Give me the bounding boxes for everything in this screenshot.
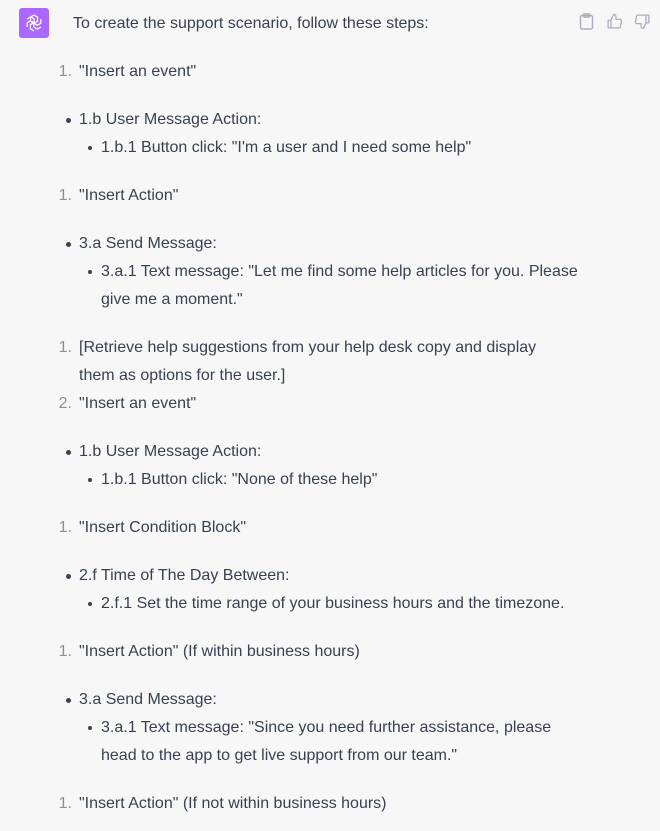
sub-bullet-text-continued: head to the app to get live support from our team." <box>101 747 458 764</box>
bullet-text: 2.f Time of The Day Between: <box>79 567 290 584</box>
step-text: "Insert Action" <box>79 187 179 204</box>
list-number: 1. <box>58 187 72 204</box>
sub-bullet-marker <box>88 478 92 482</box>
sub-bullet-text: 3.a.1 Text message: "Since you need further assistance, please <box>101 719 552 736</box>
sub-bullet-text: 1.b.1 Button click: "None of these help" <box>101 471 378 488</box>
list-number: 1. <box>58 63 72 80</box>
step-text: "Insert an event" <box>79 63 197 80</box>
sub-bullet-text: 2.f.1 Set the time range of your business hours and the timezone. <box>101 595 565 612</box>
sub-bullet-text-continued: give me a moment." <box>101 291 243 308</box>
copy-button[interactable] <box>577 12 595 30</box>
list-number: 1. <box>58 519 72 536</box>
sub-bullet-marker <box>88 146 92 150</box>
step-text: "Insert Action" (If not within business hours) <box>79 795 387 812</box>
thumbs-down-button[interactable] <box>633 12 651 30</box>
thumbs-up-icon <box>606 13 623 30</box>
sub-bullet-marker <box>88 726 92 730</box>
step-text: "Insert an event" <box>79 395 197 412</box>
bullet-text: 3.a Send Message: <box>79 235 217 252</box>
message-actions <box>577 12 651 30</box>
sub-bullet-text: 1.b.1 Button click: "I'm a user and I need some help" <box>101 139 472 156</box>
step-text: "Insert Action" (If within business hours) <box>79 643 360 660</box>
bullet-marker <box>66 574 71 579</box>
list-number: 1. <box>58 643 72 660</box>
thumbs-up-button[interactable] <box>605 12 623 30</box>
clipboard-icon <box>579 13 594 30</box>
assistant-avatar <box>19 8 49 38</box>
bullet-text: 1.b User Message Action: <box>79 111 262 128</box>
step-text-continued: them as options for the user.] <box>79 367 286 384</box>
bullet-marker <box>66 698 71 703</box>
list-number: 2. <box>58 395 72 412</box>
list-number: 1. <box>58 339 72 356</box>
bullet-text: 1.b User Message Action: <box>79 443 262 460</box>
thumbs-down-icon <box>634 13 651 30</box>
step-text: [Retrieve help suggestions from your help desk copy and display <box>79 339 537 356</box>
step-text: "Insert Condition Block" <box>79 519 246 536</box>
list-number: 1. <box>58 795 72 812</box>
bullet-text: 3.a Send Message: <box>79 691 217 708</box>
sub-bullet-text: 3.a.1 Text message: "Let me find some help articles for you. Please <box>101 263 578 280</box>
bullet-marker <box>66 450 71 455</box>
sub-bullet-marker <box>88 602 92 606</box>
bullet-marker <box>66 118 71 123</box>
bullet-marker <box>66 242 71 247</box>
sub-bullet-marker <box>88 270 92 274</box>
intro-text: To create the support scenario, follow these steps: <box>73 15 429 32</box>
openai-logo-icon <box>24 13 44 33</box>
